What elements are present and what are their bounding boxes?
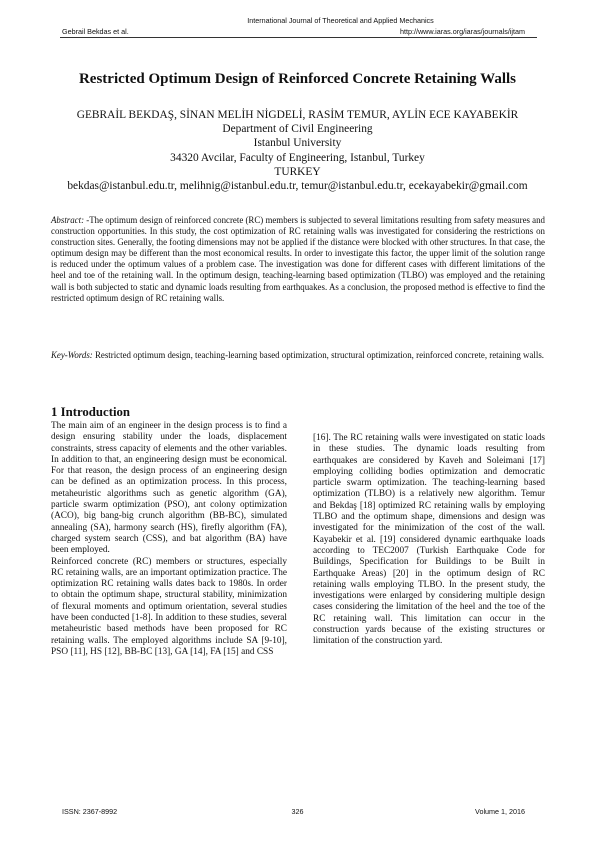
header-rule bbox=[60, 37, 537, 38]
footer-page-number: 326 bbox=[291, 807, 304, 816]
paragraph: The main aim of an engineer in the design process is to find a design ensuring stability under the loads, displacement constraints, stress capacity of elements and the other variables. In addition to that, an engineering design must be economical. For that reason, the design process of an engineering design can be defined as an optimization process. In this process, metaheuristic algorithms such as genetic algorithm (GA), particle swarm optimization (PSO), ant colony optimization (ACO), big bang-big crunch algorithm (BB-BC), simulated annealing (SA), harmony search (HS), firefly algorithm (FA), charged system search (CSS), and bat algorithm (BA) have been employed. bbox=[51, 421, 287, 556]
footer-volume: Volume 1, 2016 bbox=[475, 807, 525, 816]
paper-title: Restricted Optimum Design of Reinforced Concrete Retaining Walls bbox=[78, 71, 517, 87]
paragraph: Reinforced concrete (RC) members or structures, especially RC retaining walls, are an important optimization practice. The optimization RC retaining walls dates back to 1980s. In order to obtain the optimum shape, structural stability, minimization of flexural moments and optimum orientation, several studies have been conducted [1-8]. In addition to these studies, several metaheuristic based methods have been proposed for RC retaining walls. The employed algorithms include SA [9-10], PSO [11], HS [12], BB-BC [13], GA [14], FA [15] and CSS bbox=[51, 556, 287, 657]
column-right bbox=[313, 433, 545, 648]
affiliation-department: Department of Civil Engineering bbox=[222, 123, 373, 136]
running-header-author: Gebrail Bekdas et al. bbox=[62, 27, 129, 36]
running-header-url[interactable]: http://www.iaras.org/iaras/journals/ijtam bbox=[399, 27, 525, 36]
affiliation-country: TURKEY bbox=[274, 165, 321, 178]
author-emails[interactable]: bekdas@istanbul.edu.tr, melihnig@istanbul.edu.tr, temur@istanbul.edu.tr, ecekayabekir@gmail.com bbox=[67, 180, 528, 193]
running-header-journal: International Journal of Theoretical and Applied Mechanics bbox=[247, 16, 434, 25]
affiliation-address: 34320 Avcilar, Faculty of Engineering, Istanbul, Turkey bbox=[170, 151, 425, 164]
abstract-text: -The optimum design of reinforced concrete (RC) members is subjected to several limitations resulting from safety measures and construction opportunities. In this study, the cost optimization of RC retaining walls was investigated for considering the restrictions on construction sites. Generally, the footing dimensions may not be applied if the distance were blocked with other structures. In that case, the optimum design may be different than the most economical results. In order to investigate this factor, the upper limit of the solution range is reduced under the optimum values of a problem case. The investigation was done for different cases with different limitations of the heel and toe of the retaining wall. In the optimum design, teaching-learning based optimization (TLBO) was employed and the retaining wall is both subjected to static and dynamic loads resulting from earthquakes. As a conclusion, the proposed method is effective to find the restricted optimum design of RC retaining walls. bbox=[51, 215, 545, 303]
keywords-text: Restricted optimum design, teaching-learning based optimization, structural optimization, reinforced concrete, retaining walls. bbox=[92, 350, 545, 360]
abstract-label: Abstract: bbox=[51, 215, 85, 225]
column-left bbox=[51, 421, 287, 658]
affiliation-university: Istanbul University bbox=[253, 137, 342, 150]
section-heading-introduction: 1 Introduction bbox=[51, 405, 131, 419]
author-block bbox=[40, 108, 555, 193]
abstract bbox=[51, 215, 545, 304]
keywords-label: Key-Words: bbox=[51, 350, 93, 360]
paragraph: [16]. The RC retaining walls were investigated on static loads in these studies. The dynamic loads resulting from earthquakes are considered by Kaveh and Soleimani [17] employing colliding bodies optimization and democratic particle swarm optimization. The teaching-learning based optimization (TLBO) is a relatively new algorithm. Temur and Bekdaş [18] optimized RC retaining walls by employing TLBO and the optimum shape, dimensions and design was investigated for the minimization of the cost of the wall. Kayabekir et al. [19] considered dynamic earthquake loads according to TEC2007 (Turkish Earthquake Code for Buildings, Specification for Buildings to be Built in Earthquake Areas) [20] in the optimum design of RC retaining walls employing TLBO. In the present study, the investigations were enlarged by considering multiple design cases considering the limitation of the heel and the toe of the RC retaining wall. This limitation can occur in the construction yards because of the existing structures or limitation of the construction yard. bbox=[313, 433, 545, 647]
author-names: GEBRAİL BEKDAŞ, SİNAN MELİH NİGDELİ, RASİM TEMUR, AYLİN ECE KAYABEKİR bbox=[76, 109, 519, 121]
keywords bbox=[51, 350, 545, 361]
footer-issn: ISSN: 2367-8992 bbox=[62, 807, 118, 816]
